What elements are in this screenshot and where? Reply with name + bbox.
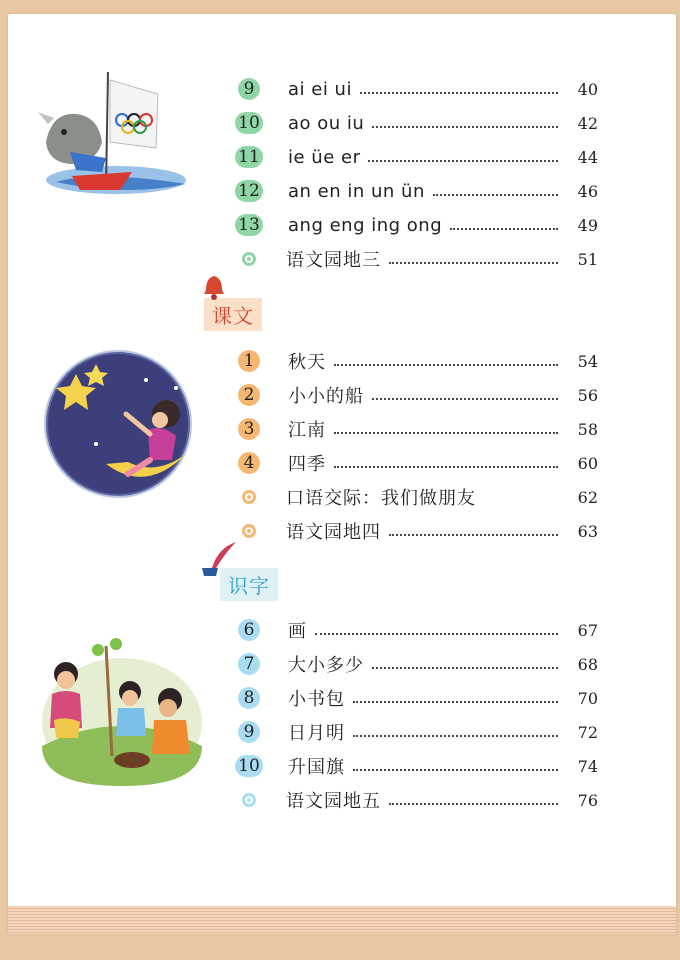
quill-ink-icon: [198, 542, 238, 578]
dot-leader: [372, 667, 558, 669]
entry-title: 升国旗: [288, 757, 345, 778]
entry-page-number: 60: [577, 453, 598, 473]
entry-title: 大小多少: [288, 655, 364, 676]
toc-entry[interactable]: [238, 518, 598, 544]
entry-number-badge: 11: [235, 146, 263, 168]
toc-entry[interactable]: [238, 685, 598, 711]
toc-entry[interactable]: [238, 382, 598, 408]
entry-number-badge: 10: [235, 112, 263, 134]
entry-title: 秋天: [288, 352, 326, 373]
entry-title: 口语交际：我们做朋友: [286, 488, 476, 509]
section-heading-label: 识字: [220, 568, 278, 601]
dot-leader: [368, 160, 558, 162]
toc-entry[interactable]: [238, 76, 598, 102]
dot-leader: [450, 228, 558, 230]
entry-title: ang eng ing ong: [288, 214, 443, 236]
entry-number-badge: 3: [238, 418, 260, 440]
entry-page-number: 58: [577, 419, 598, 439]
entry-title: 语文园地五: [286, 791, 381, 812]
entry-page-number: 51: [577, 249, 598, 269]
entry-number-badge: 12: [235, 180, 263, 202]
entry-title: ie üe er: [288, 146, 361, 168]
dot-leader: [389, 262, 558, 264]
entry-title: 四季: [288, 454, 326, 475]
entry-number-badge: 6: [238, 619, 260, 641]
entry-title: ai ei ui: [288, 78, 352, 100]
entry-title: 日月明: [288, 723, 345, 744]
entry-page-number: 40: [577, 79, 598, 99]
entry-number-badge: 9: [238, 78, 260, 100]
toc-entry[interactable]: [238, 617, 598, 643]
entry-page-number: 72: [577, 722, 598, 742]
toc-entry[interactable]: [238, 651, 598, 677]
entry-page-number: 67: [577, 620, 598, 640]
entry-title: 小小的船: [288, 386, 364, 407]
entry-title: ao ou iu: [288, 112, 365, 134]
section-heading-label: 课文: [204, 298, 262, 331]
toc-entry[interactable]: [238, 246, 598, 272]
dot-leader: [353, 769, 558, 771]
double-circle-icon: [242, 524, 256, 538]
entry-page-number: 42: [577, 113, 598, 133]
dot-leader: [353, 701, 558, 703]
toc-entry[interactable]: [238, 450, 598, 476]
dot-leader: [389, 803, 558, 805]
dot-leader: [353, 735, 558, 737]
entry-number-badge: 8: [238, 687, 260, 709]
entry-page-number: 63: [577, 521, 598, 541]
entry-number-badge: 4: [238, 452, 260, 474]
entry-number-badge: 10: [235, 755, 263, 777]
entry-page-number: 76: [577, 790, 598, 810]
entry-page-number: 44: [577, 147, 598, 167]
double-circle-icon: [242, 490, 256, 504]
toc-entry[interactable]: [238, 753, 598, 779]
girl-on-moon-illustration: [36, 344, 196, 504]
entry-number-badge: 13: [235, 214, 263, 236]
dot-leader: [372, 398, 558, 400]
page-stack-edge: [8, 906, 676, 934]
entry-page-number: 68: [577, 654, 598, 674]
dot-leader: [389, 534, 558, 536]
entry-page-number: 62: [577, 487, 598, 507]
toc-entry[interactable]: [238, 719, 598, 745]
toc-entry[interactable]: [238, 416, 598, 442]
toc-entry[interactable]: [238, 348, 598, 374]
toc-entry[interactable]: [238, 484, 598, 510]
entry-page-number: 74: [577, 756, 598, 776]
dot-leader: [334, 466, 558, 468]
entry-title: 画: [288, 621, 307, 642]
entry-page-number: 70: [577, 688, 598, 708]
dot-leader: [334, 364, 558, 366]
dot-leader: [372, 126, 558, 128]
dot-leader: [334, 432, 558, 434]
toc-entry[interactable]: [238, 178, 598, 204]
toc-page: [8, 14, 676, 934]
section-heading-texts: [202, 284, 262, 331]
toc-entry[interactable]: [238, 144, 598, 170]
toc-entry[interactable]: [238, 212, 598, 238]
entry-page-number: 46: [577, 181, 598, 201]
entry-title: 江南: [288, 420, 326, 441]
entry-title: an en in un ün: [288, 180, 425, 202]
entry-page-number: 54: [577, 351, 598, 371]
toc-entry[interactable]: [238, 787, 598, 813]
entry-title: 语文园地四: [286, 522, 381, 543]
entry-page-number: 49: [577, 215, 598, 235]
dot-leader: [360, 92, 558, 94]
entry-number-badge: 1: [238, 350, 260, 372]
entry-number-badge: 2: [238, 384, 260, 406]
dot-leader: [315, 633, 558, 635]
toc-entry[interactable]: [238, 110, 598, 136]
entry-number-badge: 9: [238, 721, 260, 743]
dot-leader: [433, 194, 558, 196]
entry-title: 语文园地三: [286, 250, 381, 271]
entry-number-badge: 7: [238, 653, 260, 675]
section-heading-literacy: [200, 546, 278, 601]
entry-title: 小书包: [288, 689, 345, 710]
entry-page-number: 56: [577, 385, 598, 405]
rhino-sailboat-illustration: [36, 72, 196, 202]
double-circle-icon: [242, 252, 256, 266]
bell-icon: [202, 274, 226, 302]
kids-planting-tree-illustration: [36, 636, 206, 786]
double-circle-icon: [242, 793, 256, 807]
